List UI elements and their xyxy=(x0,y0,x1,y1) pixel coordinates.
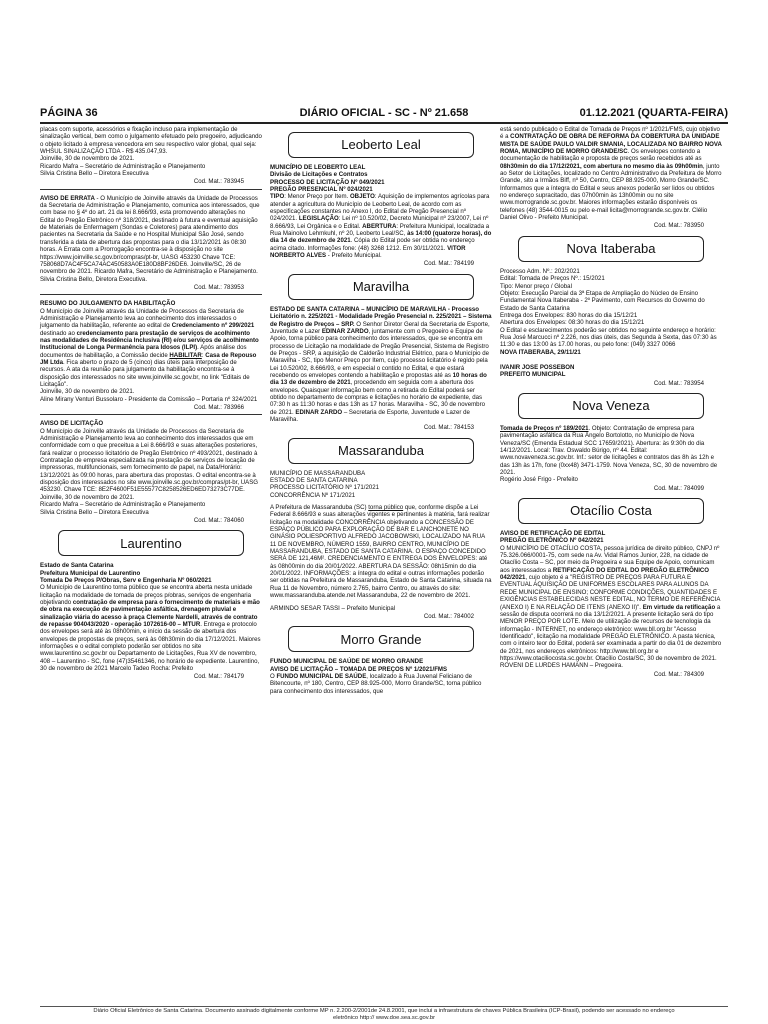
notice-body: O Município de Laurentino torna público que se encontra aberta nesta unidade licitação na modalidade de tomada de preços p/obras, serviços de engenharia objetivando contratação de empresa para o fornecimento de materiais e mão de obra na execução de pavimentação asfáltica, drenagem pluvial e sinalização viária do acesso à praça Clemente Nardelli, através de contrato de repasse 904043/2020 - operação 1072616-00 – MTUR. Entrega e protocolo dos envelopes será até às 08h00min, e início da sessão de abertura dos envelopes de propostas de preços, será às 08h30min do dia 17/12/2021. Maiores informações e o edital completo poderão ser obtidos no site www.laurentino.sc.gov.br ou Departamento de Licitações, Rua XV de novembro, 408 – Laurentino - SC, fone (47)35461346, no horário de expediente. Laurentino, 30 de novembro de 2021 Marcelo Tadeo Rocha: Prefeito xyxy=(40,584,261,672)
notice-line: MUNICÍPIO DE MASSARANDUBA xyxy=(270,469,366,477)
notice-divider xyxy=(40,414,262,415)
material-code: Cod. Mat.: 783945 xyxy=(193,178,244,186)
notice-body: TIPO: Menor Preço por Item. OBJETO: Aquisição de implementos agrícolas para atender a agricultura do Município de Leoberto Leal, de acordo com as especificações constantes no Anexo I, do Edital de Pregão Presencial nº 024/2021. LEGISLAÇÃO: Lei nº 10.520/02, Decreto Municipal nº 23/2007, Lei nº 8.666/93, Lei Orgânica e o Edital. ABERTURA: Prefeitura Municipal, localizada a Rua Mainolvo Lehmkuhl, nº 20, Leoberto Leal/SC, às 14:00 (quatorze horas), do dia 14 de dezembro de 2021. Cópia do Edital pode ser obtida no endereço acima citado. Informações fone: (48) 3268 1212. Em 30/11/2021. VITOR NORBERTO ALVES - Prefeito Municipal. xyxy=(270,193,492,260)
notice-sinalizacao xyxy=(40,126,262,186)
section-heading-massaranduba: Massaranduba xyxy=(288,438,474,464)
notice-body: O Município de Joinville através da Unidade de Processos da Secretaria de Administração e Planejamento leva ao conhecimento dos interessados o julgamento da habilitação, referente ao edital de Credenciamento nº 299/2021 destinado ao credenciamento para prestação de serviços de acolhimento nas modalidades de Residência Inclusiva (RI) e/ou serviços de acolhimento Institucional de Longa Permanência para Idosos (ILPI). Após análise dos documentos de habilitação, a Comissão decide HABILITAR: Casa de Repouso JM Ltda. Fica aberto o prazo de 5 (cinco) dias úteis para interposição de recursos. A ata da reunião para julgamento da habilitação encontra-se à disposição dos interessados no site www.joinville.sc.gov.br, no link "Editais de Licitação". xyxy=(40,307,259,388)
notice-line: Entrega dos Envelopes: 830 horas do dia 15/12/21 xyxy=(500,311,638,319)
notice-nova-veneza xyxy=(500,425,722,492)
notice-line: MUNICÍPIO DE LEOBERTO LEAL xyxy=(270,164,366,171)
footer-line: Diário Oficial Eletrônico de Santa Catarina. Documento assinado digitalmente conforme MP n. 2.200-2/2001de 24.8.2001, que inclui a infraestrutura de chaves Pública Brasileira (ICP-Brasil), podendo ser acessado no endereço xyxy=(93,1008,675,1014)
notice-body: O Edital e esclarecimentos poderão ser obtidos no seguinte endereço e horário: Rua José Marcucci nº 2.226, nos dias úteis, das Segunda à Sexta, das 07:30 às 11:30 e das 13:00 às 17.00 horas, ou pelo fone: (049) 3327 0066 xyxy=(500,326,717,349)
material-code: Cod. Mat.: 784179 xyxy=(193,673,244,681)
notice-line: PREGÃO PRESENCIAL Nº 024/2021 xyxy=(270,186,373,194)
notice-otacilio-costa xyxy=(500,530,722,678)
footer-divider xyxy=(40,1006,728,1007)
notice-divider xyxy=(40,189,262,190)
notice-body: ESTADO DE SANTA CATARINA – MUNICÍPIO DE MARAVILHA - Processo Licitatório n. 225/2021 - Modalidade Pregão Presencial n. 225/2021 – Sistema de Registro de Preços – SRP. O Senhor Diretor Geral da Secretaria de Esporte, Juventude e Lazer EDINAR ZARDO, juntamente com o Pregoeiro e Equipe de Apoio, torna público para conhecimento dos interessados, que se encontra em processo de Licitação na modalidade de Pregão Presencial, Sistema de Registro de Preços - SRP, a aquisição de Calderão Industrial Elétrico, para o Município de Maravilha - SC, tipo Menor Preço por Item, cujo processo licitatório é regido pela Lei 10.520/02, 8.666/93, e em especial o contido no Edital, e que estará recebendo os envelopes contendo a habilitação e propostas até as 10 horas do dia 13 de dezembro de 2021, procedendo em seguida com a abertura dos envelopes. Quaisquer informação bem como a retirada do Edital poderá ser obtido no departamento de compras e licitações no horário de expediente, das 07:30 h as 11:30 horas e das 13h as 17 horas. Maravilha - SC, 30 de novembro de 2021. EDINAR ZARDO – Secretaria de Esporte, Juventude e Lazer de Maravilha. xyxy=(270,305,492,423)
notice-body: O FUNDO MUNICIPAL DE SAÚDE, localizado à Rua Juvenal Feliciano de Bitencourte, nº 180, Centro, CEP 88.925-000, Morro Grande/SC, torna público para conhecimento dos interessados, que xyxy=(270,672,482,695)
notice-laurentino xyxy=(40,562,262,681)
notice-errata xyxy=(40,195,262,291)
notice-body: está sendo publicado o Edital de Tomada de Preços nº 1/2021/FMS, cujo objetivo é a CONTRATAÇÃO DE OBRA DE REFORMA DA COBERTURA DA UNIDADE MISTA DE SAÚDE PAULO VALDIR SMANIA, LOCALIZADA NO BAIRRO NOVA ROMA, MUNICÍPIO DE MORRO GRANDE/SC. Os envelopes contendo a documentação de habilitação e proposta de preços serão recebidos até as 08h30min do dia 17/12/2021, com abertura no mesmo dia às 09h00min, junto ao Setor de Licitações, localizado no Centro Administrativo da Prefeitura de Morro Grande, sito a Irmãos Biff, nº 50, Centro, CEP 88.925-000, Morro Grande/SC. Informamos que a íntegra do Edital e seus anexos poderão ser lidos ou obtidos no endereço supracitado, das 07h00min às 13h00min ou no site www.morrogrande.sc.gov.br. Maiores informações estarão disponíveis os telefones (48) 3544-0015 ou pelo e-mail licita@morrogrande.sc.gov.br. Clélio Daniel Olivo - Prefeito Municipal. xyxy=(500,126,722,222)
gazette-title: DIÁRIO OFICIAL - SC - Nº 21.658 xyxy=(299,107,469,119)
column-middle xyxy=(270,126,492,697)
notice-body: Tomada de Preços nº 189/2021. Objeto: Contratação de empresa para pavimentação asfáltica da Rua Ângelo Bortolotto, no Município de Nova Veneza/SC (Emenda Estadual SCC 17659/2021). Abertura: às 9:30h do dia 14/12/2021. Local: Trav. Oswaldo Búrigo, nº 44. Edital: www.novaveneza.sc.gov.br. Inf.: setor de licitações e contratos das 8h às 12h e das 13h às 17h, fone (0xx48) 3471-1759. Nova Veneza, SC, 30 de novembro de 2021. xyxy=(500,424,718,477)
notice-line: PROCESSO LICITATÓRIO Nº 171/2021 xyxy=(270,484,380,492)
notice-body: placas com suporte, acessórios e fixação incluso para implementação de sinalização vertical, bem como o julgamento efetuado pelo pregoeiro, adjudicando o objeto licitado à empresa vencedora em seu respectivo valor global, qual seja: WHSUL SINALIZAÇÃO LTDA - R$ 435.047,93. xyxy=(40,126,262,156)
notice-morro-grande-cont xyxy=(500,126,722,230)
notice-leoberto-leal xyxy=(270,164,492,268)
notice-line: ESTADO DE SANTA CATARINA xyxy=(270,477,358,484)
material-code: Cod. Mat.: 784309 xyxy=(653,670,704,678)
section-heading-maravilha: Maravilha xyxy=(288,274,474,300)
notice-nova-itaberaba xyxy=(500,268,722,387)
notice-signer: Silvia Cristina Bello – Diretora Executiva xyxy=(40,508,149,516)
material-code: Cod. Mat.: 783966 xyxy=(193,404,244,412)
notice-line: CONCORRÊNCIA Nº 171/2021 xyxy=(270,491,356,499)
notice-line: Edital: Tomada de Preços Nº.: 15/2021 xyxy=(500,275,605,283)
notice-line: PROCESSO DE LICITAÇÃO Nº 049/2021 xyxy=(270,178,385,186)
material-code: Cod. Mat.: 784060 xyxy=(193,516,244,524)
notice-signer: IVANIR JOSE POSSEBON xyxy=(500,363,575,371)
notice-title: RESUMO DO JULGAMENTO DA HABILITAÇÃO xyxy=(40,300,176,308)
notice-line: Abertura dos Envelopes: 08:30 horas do dia 15/12/21 xyxy=(500,319,645,327)
column-right xyxy=(500,126,722,680)
section-heading-laurentino: Laurentino xyxy=(58,530,244,556)
notice-date: Joinville, 30 de novembro de 2021. xyxy=(40,155,135,163)
column-left xyxy=(40,126,262,683)
section-heading-otacilio-costa: Otacílio Costa xyxy=(518,498,704,524)
material-code: Cod. Mat.: 783954 xyxy=(653,379,704,387)
notice-body: A Prefeitura de Massaranduba (SC) torna público que, conforme dispõe a Lei Federal 8.666/93 e suas alterações vigentes e pertinentes à matéria, fará realizar licitação na modalidade CONCORRÊNCIA objetivando a CONCESSÃO DE ESPAÇO PÚBLICO PARA EXPLORAÇÃO DE BAR E LANCHONETE NO GINÁSIO POLIESPORTIVO ALFREDO JACOBOWSKI, LOCALIZADO NA RUA 11 DE NOVEMBRO, NÚMERO 1559, BAIRRO CENTRO, MUNICÍPIO DE MASSARANDUBA, ESTADO DE SANTA CATARINA. O ESPAÇO CONCEDIDO SERÁ DE 121,46M². CREDENCIAMENTO E ENTREGA DOS ENVELOPES: até às 08h00min do dia 20/01/2022. ABERTURA DA SESSÃO: 08h15min do dia 20/01/2022. INFORMAÇÕES: a íntegra do edital e outras informações poderão ser obtidas na Prefeitura de Massaranduba, Estado de Santa Catarina, situada na Rua 11 de Novembro, número 2.765, bairro Centro, ou através do site: www.massaranduba.atende.net Massaranduba, 22 de novembro de 2021. xyxy=(270,504,492,600)
header-divider xyxy=(40,122,728,124)
page-header xyxy=(40,103,728,121)
material-code: Cod. Mat.: 784199 xyxy=(423,260,474,268)
page-footer xyxy=(40,1008,728,1022)
issue-date: 01.12.2021 (QUARTA-FEIRA) xyxy=(579,107,728,119)
notice-title: AVISO DE LICITAÇÃO xyxy=(40,420,104,428)
notice-title: PREGÃO ELETRÔNICO Nº 042/2021 xyxy=(500,537,604,545)
material-code: Cod. Mat.: 783950 xyxy=(653,222,704,230)
notice-body: O MUNICÍPIO DE OTACÍLIO COSTA, pessoa jurídica de direito público, CNPJ nº 75.326.066/0001-75, com sede na Av. Vidal Ramos Junior, 228, na cidade de Otacílio Costa – SC, por meio da Pregoeira e sua Equipe de Apoio, comunicam aos interessados a RETIFICAÇÃO DO EDITAL DO PREGÃO ELETRÔNICO 042/2021, cujo objeto é a "REGISTRO DE PREÇOS PARA FUTURA E EVENTUAL AQUISIÇÃO DE UNIFORMES ESCOLARES PARA ALUNOS DA REDE MUNICIPAL DE ENSINO; CONFORME CONDIÇÕES, QUANTIDADES E EXIGÊNCIAS ESTABELECIDAS NESTE EDITAL, NO TERMO DE REFERÊNCIA (ANEXO I) E NA RELAÇÃO DE ITENS (ANEXO II)". Em virtude da retificação a sessão de disputa ocorrerá no dia 13/12/2021. A presente licitação será do tipo MENOR PREÇO POR LOTE. Meio de utilização de recursos de tecnologia da informação - INTERNET, no endereço eletrônico: www.bll.org.br "Acesso Identificado", licitação na modalidade PREGÃO ELETRÔNICO. A pasta técnica, com o inteiro teor do Edital, poderá ser examinada a partir do dia 01 de dezembro de 2021, nos endereços eletrônicos: http://www.bll.org.br e https://www.otaciliocosta.sc.gov.br. Otacílio Costa/SC, 30 de novembro de 2021. ROVENI DE LURDES HAMANN – Pregoeira. xyxy=(500,544,722,670)
notice-divider xyxy=(40,294,262,295)
notice-line: Processo Adm. Nº.: 202/2021 xyxy=(500,267,580,275)
section-heading-nova-itaberaba: Nova Itaberaba xyxy=(518,236,704,262)
notice-signer: Silvia Cristina Bello – Diretora Executiva xyxy=(40,170,149,178)
section-heading-nova-veneza: Nova Veneza xyxy=(518,393,704,419)
notice-signer: Ricardo Mafra – Secretário de Administração e Planejamento xyxy=(40,162,206,170)
notice-title: AVISO DE ERRATA xyxy=(40,194,95,202)
notice-signer: Aline Mirany Venturi Bussolaro - Presidente da Comissão – Portaria nº 324/2021 xyxy=(40,395,258,403)
notice-title: AVISO DE LICITAÇÃO – TOMADA DE PREÇOS Nº 1/2021/FMS xyxy=(270,665,448,673)
notice-signer: ARMINDO SESAR TASSI – Prefeito Municipal xyxy=(270,604,396,612)
notice-date: NOVA ITABERABA, 29/11/21 xyxy=(500,348,581,356)
notice-title: AVISO DE RETIFICAÇÃO DE EDITAL xyxy=(500,530,606,538)
section-heading-morro-grande: Morro Grande xyxy=(288,626,474,652)
notice-body: Objeto: Execução Parcial da 3ª Etapa de Ampliação do Núcleo de Ensino Fundamental Nova Itaberaba - 2º Pavimento, com Recursos do Governo do Estado de Santa Catarina xyxy=(500,289,705,312)
notice-line: Tipo: Menor preço / Global xyxy=(500,282,572,290)
section-heading-leoberto-leal: Leoberto Leal xyxy=(288,132,474,158)
notice-morro-grande xyxy=(270,658,492,695)
notice-signer: Rogério José Frigo - Prefeito xyxy=(500,476,578,484)
notice-body: O Município de Joinville através da Unidade de Processos da Secretaria de Administração e Planejamento leva ao conhecimento dos interessados que em conformidade com o que preceitua a Lei 8.666/93 e suas alterações posteriores, fará realizar o processo licitatório de Pregão Eletrônico nº 493/2021, destinado à Contratação de empresa especializada na prestação de serviços de locação de impressoras, multifuncionais, sem fornecimento de papel, na Data/Horário: 13/12/2021 às 09:00 horas, para abertura das propostas. O edital encontra-se à disposição dos interessados no site www.joinville.sc.gov.br/compras/pt-br, UASG 453230. Chave TCE: 8E2F4600F51E55577C8258526ED6ED73273C77DE. Joinville, 30 de novembro de 2021. xyxy=(40,427,259,501)
notice-signer: PREFEITO MUNICIPAL xyxy=(500,371,566,379)
notice-line: Estado de Santa Catarina xyxy=(40,562,114,570)
notice-date: Joinville, 30 de novembro de 2021. xyxy=(40,388,135,396)
notice-line: Divisão de Licitações e Contratos xyxy=(270,171,368,179)
material-code: Cod. Mat.: 784099 xyxy=(653,484,704,492)
footer-line: eletrônico http:// www.doe.sea.sc.gov.br xyxy=(332,1015,436,1021)
material-code: Cod. Mat.: 784153 xyxy=(423,424,474,432)
notice-signer: Ricardo Mafra – Secretário de Administração e Planejamento xyxy=(40,501,206,509)
notice-licitacao xyxy=(40,420,262,524)
page-number: PÁGINA 36 xyxy=(40,107,98,119)
notice-massaranduba xyxy=(270,470,492,621)
notice-maravilha xyxy=(270,306,492,432)
material-code: Cod. Mat.: 784002 xyxy=(423,612,474,620)
notice-line: Prefeitura Municipal de Laurentino xyxy=(40,569,141,577)
material-code: Cod. Mat.: 783953 xyxy=(193,283,244,291)
notice-body: AVISO DE ERRATA - O Município de Joinville através da Unidade de Processos da Secretaria de Administração e Planejamento, comunica aos interessados, que com base no § 4º do art. 21 da lei 8.666/93, esta promovendo alterações no Edital do Pregão Eletrônico nº 318/2021, destinado à futura e eventual aquisição de Materiais de Enfermagem (Sondas e Coletores) para atendimento dos pacientes na Secretaria da Saúde e no Hospital Municipal São José, sendo transferida a data de abertura das propostas para o dia 13/12/2021 às 08:30 horas. A Errata com a Prorrogação encontra-se à disposição no site https://www.joinville.sc.gov.br/compras/pt-br, UASG 453230 Chave TCE: 758068D7AC4F5CA74AC450583A0E180D8BF26DE6. Joinville/SC, 26 de novembro de 2021. Ricardo Mafra, Secretário de Administração e Planejamento. Silvia Cristina Bello, Diretora Executiva. xyxy=(40,194,260,283)
notice-habilitacao xyxy=(40,300,262,411)
notice-line: FUNDO MUNICIPAL DE SAÚDE DE MORRO GRANDE xyxy=(270,658,424,666)
notice-title: Tomada De Preços P/Obras, Serv e Engenharia Nº 060/2021 xyxy=(40,576,212,584)
